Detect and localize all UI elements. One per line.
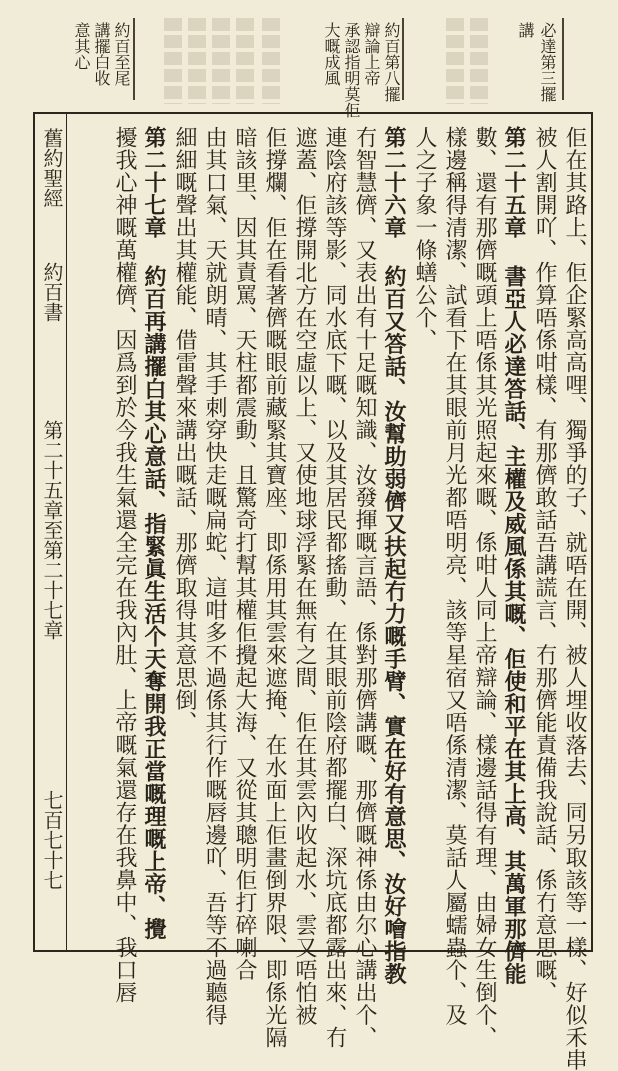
headnote-3-line-3: 意其心 xyxy=(72,22,91,70)
body-column-5: 樣邊稱得清潔、試看下在其眼前月光都唔明亮、該等星宿又唔係清潔、莫話人屬蠕蟲个、及 xyxy=(442,126,467,1026)
running-head-section: 約百書 xyxy=(40,262,64,322)
running-head-book: 舊約聖經 xyxy=(40,128,64,208)
body-column-7-chapter-26: 第二十六章 約百又答話、汝幫助弱儕又扶起冇力嘅手臂、實在好有意思、汝好噲指教 xyxy=(381,126,407,985)
headnote-3-line-2: 講擺白收 xyxy=(92,22,111,86)
headnote-2-line-1: 約百第八擺 xyxy=(382,22,401,102)
faded-headnote-mark xyxy=(446,18,464,104)
headnote-2-line-4: 大嘅成風 xyxy=(322,22,341,86)
body-column-2: 被人割開吖、作算唔係咁樣、有那儕敢話吾講謊言、冇那儕能責備我說話、係冇意思嘅、 xyxy=(532,126,557,1004)
faded-headnote-mark xyxy=(236,18,254,104)
body-column-8: 冇智慧儕、又表出有十足嘅知識、汝發揮嘅言語、係對那儕講嘅、那儕嘅神係由尔心講出个、 xyxy=(352,126,377,1049)
page-number: 七百七十七 xyxy=(40,790,64,890)
headnote-rule xyxy=(402,18,404,100)
headnote-rule xyxy=(133,18,135,100)
body-column-3-chapter-25: 第二十五章 書亞人必達答話、主權及威風係其嘅、佢使和平在其上高、其萬軍那儕能 xyxy=(501,126,527,985)
body-column-16: 擾我心神嘅萬權儕、因爲到於今我生氣還全完在我內肚、上帝嘅氣還存在我鼻中、我口唇 xyxy=(112,126,137,1004)
body-column-14: 細細嘅聲出其權能、借雷聲來講出嘅話、那儕取得其意思倒、 xyxy=(172,126,197,734)
faded-headnote-mark xyxy=(188,18,206,104)
body-column-4: 數、還有那儕嘅頭上唔係其光照起來嘅、係咁人同上帝辯論、樣邊話得有理、由婦女生倒个、 xyxy=(472,126,497,1049)
headnote-1-line-1: 必達第三擺 xyxy=(538,22,557,102)
body-column-9: 連陰府該等影、同水底下嘅、以及其居民都搖動、在其眼前陰府都擺白、深坑底都露出來、冇 xyxy=(322,126,347,1049)
running-head-chapters: 第二十五章至第二十七章 xyxy=(40,420,64,640)
faded-headnote-mark xyxy=(212,18,230,104)
headnotes xyxy=(0,0,618,118)
headnote-rule xyxy=(562,18,564,100)
faded-headnote-mark xyxy=(470,18,488,104)
headnote-2-line-3: 承認指明莫佢 xyxy=(342,22,361,118)
headnote-1-line-2: 講 xyxy=(516,22,535,38)
body-column-10: 遮蓋、佢撐開北方在空虛以上、又使地球浮緊在無有之間、佢在其雲內收起水、雲又唔怕被 xyxy=(292,126,317,1026)
faded-headnote-mark xyxy=(164,18,182,104)
running-head-divider xyxy=(66,112,67,952)
body-column-6: 人之子象一條蟮公个、 xyxy=(412,126,437,351)
body-column-13: 由其口氣、天就朗晴、其手刺穿快走嘅扁蛇、這咁多不過係其行作嘅唇邊吖、吾等不過聽得 xyxy=(202,126,227,1026)
faded-headnote-mark xyxy=(262,18,280,104)
headnote-2-line-2: 辯論上帝 xyxy=(362,22,381,86)
body-column-11: 佢撐爛、佢在看著儕嘅眼前藏緊其寶座、即係用其雲來遮掩、在水面上佢畫倒界限、即係光隔 xyxy=(262,126,287,1049)
body-column-1: 佢在其路上、佢企緊高高哩、獨爭的子、就唔在開、被人埋收落去、同另取該等一樣、好似禾串 xyxy=(562,126,587,1071)
headnote-3-line-1: 約百至尾 xyxy=(112,22,131,86)
body-column-15-chapter-27: 第二十七章 約百再講擺白其心意話、指緊眞生活个天奪開我正當嘅理嘅上帝、攪 xyxy=(141,126,167,940)
body-column-12: 暗該里、因其責罵、天柱都震動、且驚奇打幫其權佢攪起大海、又從其聰明佢打碎喇合 xyxy=(232,126,257,981)
